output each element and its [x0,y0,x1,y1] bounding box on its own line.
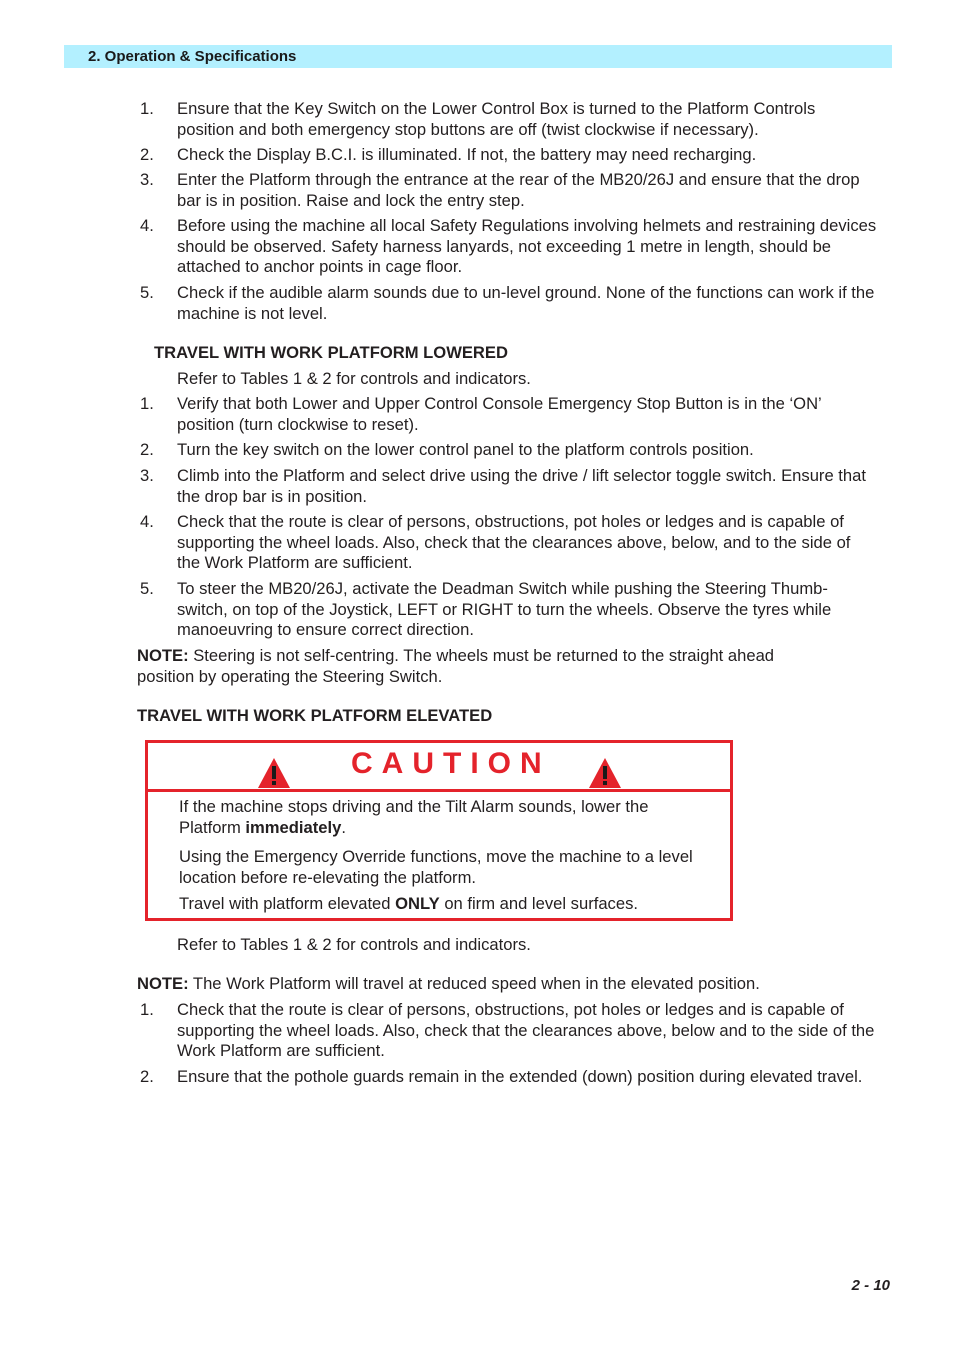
note-text: Steering is not self-centring. The wheels must be returned to the straight ahead position by operating the Steering Switch. [137,646,775,686]
caution-emphasis: immediately [245,817,342,837]
section-header [64,45,892,68]
step-number: 2. [140,1067,154,1086]
list-item: Ensure that the pothole guards remain in the extended (down) position during elevated travel. [177,1067,863,1086]
warning-triangle-icon [257,757,291,789]
note-label: NOTE: [137,974,189,993]
step-number: 1. [140,394,154,413]
caution-paragraph: Using the Emergency Override functions, move the machine to a level location before re-elevating the platform. [179,847,693,887]
caution-emphasis: ONLY [395,894,440,913]
step-number: 5. [140,283,154,302]
list-item: To steer the MB20/26J, activate the Deadman Switch while pushing the Steering Thumb-switch, on top of the Joystick, LEFT or RIGHT to turn the wheels. Observe the tyres while manoeuvring to ensure correct direction. [177,579,832,640]
step-number: 3. [140,466,154,485]
list-item: Ensure that the Key Switch on the Lower Control Box is turned to the Platform Controls position and both emergency stop buttons are off (twist clockwise if necessary). [177,99,816,139]
caution-box [145,740,733,921]
section-heading-elevated: TRAVEL WITH WORK PLATFORM ELEVATED [137,706,493,725]
note-steering [137,646,827,687]
list-item: Check that the route is clear of persons, obstructions, pot holes or ledges and is capable of supporting the wheel loads. Also, check that the clearances above, below, and to the side of the Work Platform are sufficient. [177,512,851,573]
section-heading-lowered: TRAVEL WITH WORK PLATFORM LOWERED [154,343,508,362]
step-number: 5. [140,579,154,598]
step-number: 2. [140,145,154,164]
list-item: Climb into the Platform and select drive using the drive / lift selector toggle switch. Ensure that the drop bar is in position. [177,466,866,506]
caution-paragraph [179,797,699,838]
refer-text: Refer to Tables 1 & 2 for controls and indicators. [177,935,531,954]
note-label: NOTE: [137,646,189,665]
step-number: 1. [140,99,154,118]
step-number: 4. [140,216,154,235]
caution-text: Travel with platform elevated [179,894,396,913]
warning-triangle-icon [588,757,622,789]
list-item: Enter the Platform through the entrance at the rear of the MB20/26J and ensure that the drop bar is in position. Raise and lock the entry step. [177,170,860,210]
page-number: 2 - 10 [851,1277,890,1294]
step-number: 3. [140,170,154,189]
step-number: 2. [140,440,154,459]
refer-text: Refer to Tables 1 & 2 for controls and indicators. [177,369,531,388]
list-item: Check the Display B.C.I. is illuminated. If not, the battery may need recharging. [177,145,757,164]
list-item: Verify that both Lower and Upper Control Console Emergency Stop Button is in the ‘ON’ position (turn clockwise to reset). [177,394,822,434]
caution-text: on firm and level surfaces. [439,894,638,913]
caution-paragraph [179,894,719,915]
step-number: 4. [140,512,154,531]
list-item: Check if the audible alarm sounds due to un-level ground. None of the functions can work if the machine is not level. [177,283,875,323]
list-item: Check that the route is clear of persons, obstructions, pot holes or ledges and is capable of supporting the wheel loads. Also, check that the clearances above, below and to the side of the Work Platform are sufficient. [177,1000,875,1061]
caution-header [148,743,730,792]
note-text: The Work Platform will travel at reduced speed when in the elevated position. [188,974,760,993]
section-title: 2. Operation & Specifications [88,48,297,65]
caution-title: CAUTION [351,747,551,780]
list-item: Turn the key switch on the lower control panel to the platform controls position. [177,440,754,459]
caution-text: . [341,817,346,837]
caution-text: If the machine stops driving and the Tilt Alarm sounds, lower the Platform [179,797,649,837]
step-number: 1. [140,1000,154,1019]
note-reduced-speed [137,974,837,995]
list-item: Before using the machine all local Safety Regulations involving helmets and restraining devices should be observed. Safety harness lanyards, not exceeding 1 metre in length, should be attached to anchor points in cage floor. [177,216,877,277]
